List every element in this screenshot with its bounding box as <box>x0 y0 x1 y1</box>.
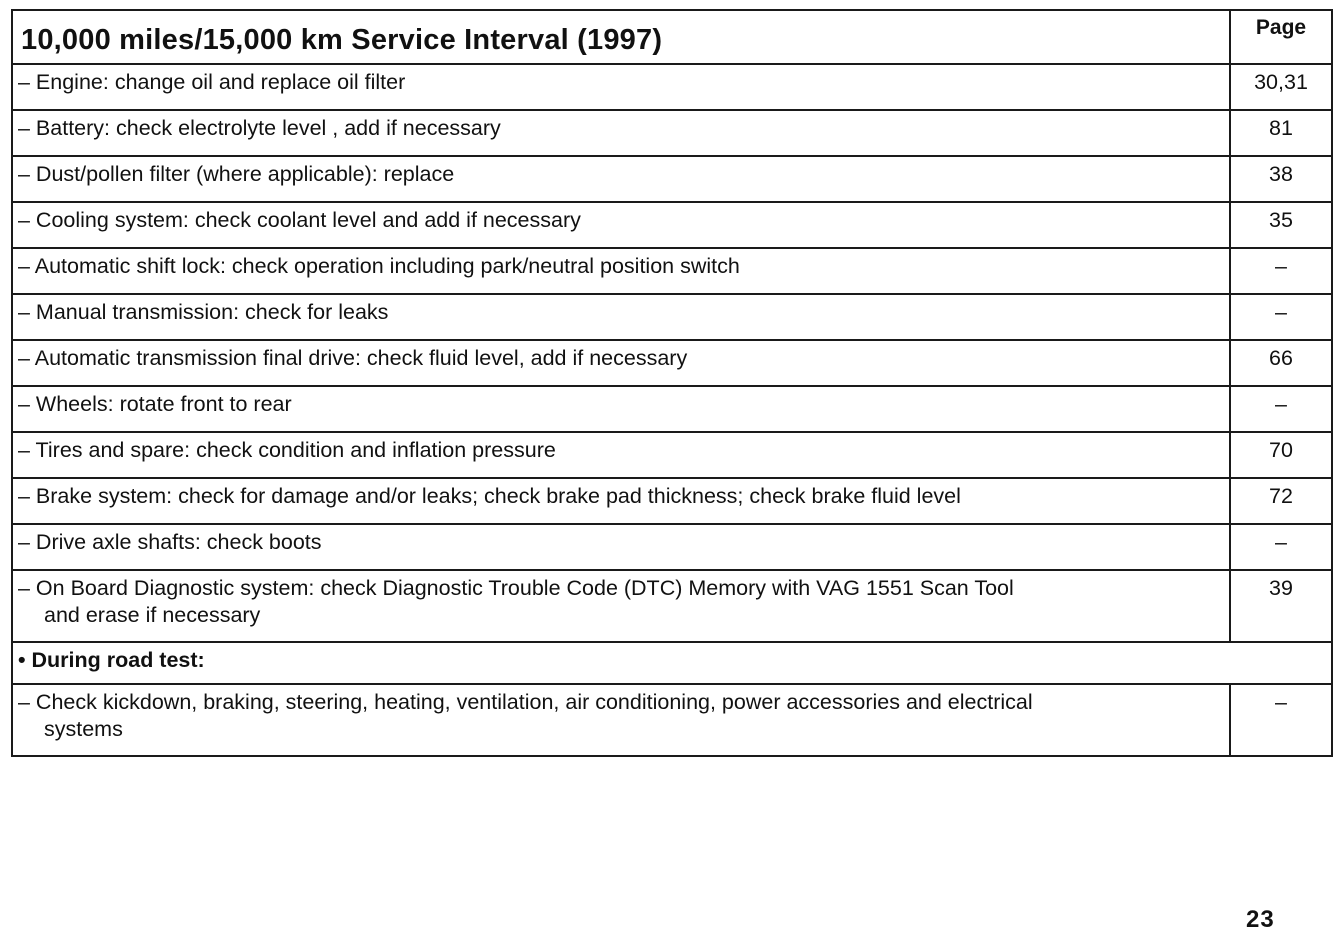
service-item <box>12 110 1230 156</box>
table-row <box>12 340 1332 386</box>
page-reference: 72 <box>1230 478 1332 524</box>
page-reference: 38 <box>1230 156 1332 202</box>
service-item <box>12 684 1230 756</box>
page-reference: 70 <box>1230 432 1332 478</box>
service-item-text: – Tires and spare: check condition and inflation pressure <box>18 438 556 462</box>
table-row <box>12 570 1332 642</box>
service-item <box>12 386 1230 432</box>
service-item-text: – Manual transmission: check for leaks <box>18 300 389 324</box>
service-item <box>12 478 1230 524</box>
table-row <box>12 478 1332 524</box>
page-reference: – <box>1230 386 1332 432</box>
page-reference: 30,31 <box>1230 64 1332 110</box>
service-item-text-continued: and erase if necessary <box>44 603 261 627</box>
service-item <box>12 294 1230 340</box>
table-row <box>12 684 1332 756</box>
service-item-text: – Check kickdown, braking, steering, heating, ventilation, air conditioning, power accessories and electrical <box>18 690 1033 714</box>
page-reference: – <box>1230 524 1332 570</box>
table-title: 10,000 miles/15,000 km Service Interval (1997) <box>12 10 1230 64</box>
table-row <box>12 432 1332 478</box>
service-item-text: – Automatic shift lock: check operation including park/neutral position switch <box>18 254 740 278</box>
service-item <box>12 570 1230 642</box>
service-item <box>12 248 1230 294</box>
service-item <box>12 64 1230 110</box>
page-reference: 39 <box>1230 570 1332 642</box>
page-reference: – <box>1230 248 1332 294</box>
service-item-text: – Automatic transmission final drive: check fluid level, add if necessary <box>18 346 688 370</box>
section-heading-row <box>12 642 1332 684</box>
table-row <box>12 64 1332 110</box>
service-item <box>12 432 1230 478</box>
service-item-text: – Brake system: check for damage and/or leaks; check brake pad thickness; check brake fluid level <box>18 484 961 508</box>
page-reference: 35 <box>1230 202 1332 248</box>
service-item-text: – Wheels: rotate front to rear <box>18 392 292 416</box>
table-row <box>12 110 1332 156</box>
service-item <box>12 524 1230 570</box>
service-item-text-continued: systems <box>44 717 123 741</box>
service-item <box>12 202 1230 248</box>
service-item-text: – Cooling system: check coolant level and add if necessary <box>18 208 581 232</box>
table-row <box>12 156 1332 202</box>
page-number: 23 <box>1246 906 1275 933</box>
table-row <box>12 248 1332 294</box>
service-item-text: – Drive axle shafts: check boots <box>18 530 322 554</box>
page-reference: 66 <box>1230 340 1332 386</box>
service-item-text: – On Board Diagnostic system: check Diagnostic Trouble Code (DTC) Memory with VAG 1551 Scan Tool <box>18 576 1014 600</box>
page-column-header: Page <box>1230 10 1332 64</box>
service-item <box>12 340 1230 386</box>
service-item <box>12 156 1230 202</box>
page-reference: 81 <box>1230 110 1332 156</box>
service-item-text: – Battery: check electrolyte level , add if necessary <box>18 116 501 140</box>
table-row <box>12 386 1332 432</box>
service-interval-table <box>11 9 1333 757</box>
page-reference: – <box>1230 294 1332 340</box>
page-reference: – <box>1230 684 1332 756</box>
table-row <box>12 294 1332 340</box>
table-header-row <box>12 10 1332 64</box>
road-test-heading: • During road test: <box>12 642 1332 684</box>
table-row <box>12 202 1332 248</box>
service-item-text: – Dust/pollen filter (where applicable): replace <box>18 162 455 186</box>
service-item-text: – Engine: change oil and replace oil filter <box>18 70 406 94</box>
table-row <box>12 524 1332 570</box>
